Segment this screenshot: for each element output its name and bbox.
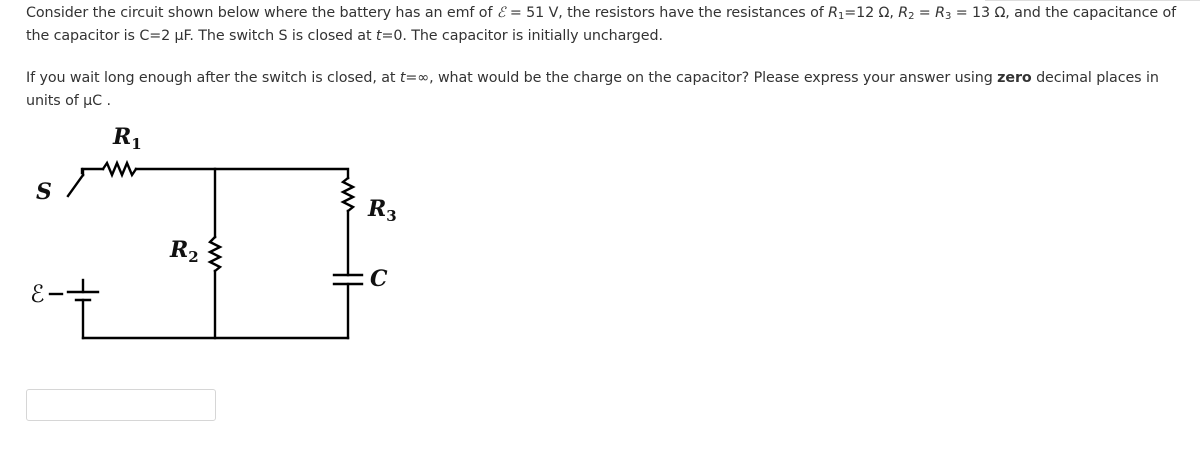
r3-symbol: R xyxy=(935,5,945,21)
question-paragraph-2 xyxy=(26,67,1186,113)
r3-subscript: 3 xyxy=(944,11,952,22)
label-capacitor: C xyxy=(370,266,388,292)
emf-symbol: ℰ xyxy=(496,5,506,21)
switch-blade xyxy=(68,175,83,196)
text-fragment: = xyxy=(914,5,936,21)
r1-symbol: R xyxy=(828,5,838,21)
text-fragment: = 51 V, the resistors have the resistances of xyxy=(505,5,829,21)
label-switch: S xyxy=(36,179,52,205)
label-r3: $R_3$ xyxy=(368,196,397,225)
question-paragraph-1 xyxy=(26,2,1186,48)
top-divider xyxy=(985,0,1200,1)
time-variable: t xyxy=(399,70,406,86)
text-fragment: decimal places in units of μC . xyxy=(26,70,1159,109)
text-fragment: =12 Ω, xyxy=(844,5,899,21)
time-variable: t xyxy=(375,28,382,44)
r2-symbol: R xyxy=(898,5,909,21)
answer-input[interactable] xyxy=(26,389,216,421)
text-fragment: Consider the circuit shown below where the battery has an emf of xyxy=(26,5,497,21)
label-r2: $R_2$ xyxy=(170,237,199,266)
circuit-diagram xyxy=(0,120,440,350)
text-fragment: If you wait long enough after the switch is closed, at xyxy=(26,70,400,86)
text-fragment: = 13 Ω, and the capacitance of the capacitor is C=2 μF. The switch S is closed at xyxy=(26,5,1177,44)
resistor-r3 xyxy=(343,178,353,211)
circuit-svg xyxy=(0,120,440,350)
label-emf: ℰ xyxy=(30,280,45,308)
r1-subscript: 1 xyxy=(837,11,845,22)
text-fragment: =∞, what would be the charge on the capacitor? Please express your answer using xyxy=(405,70,998,86)
wire-top-right xyxy=(136,169,348,178)
text-fragment: =0. The capacitor is initially uncharged. xyxy=(381,28,663,44)
wire-top-left xyxy=(83,169,103,175)
emphasis-zero: zero xyxy=(997,70,1032,86)
resistor-r1 xyxy=(103,163,136,175)
r2-subscript: 2 xyxy=(908,11,915,22)
resistor-r2 xyxy=(210,237,220,271)
label-r1: $R_1$ xyxy=(113,124,142,153)
